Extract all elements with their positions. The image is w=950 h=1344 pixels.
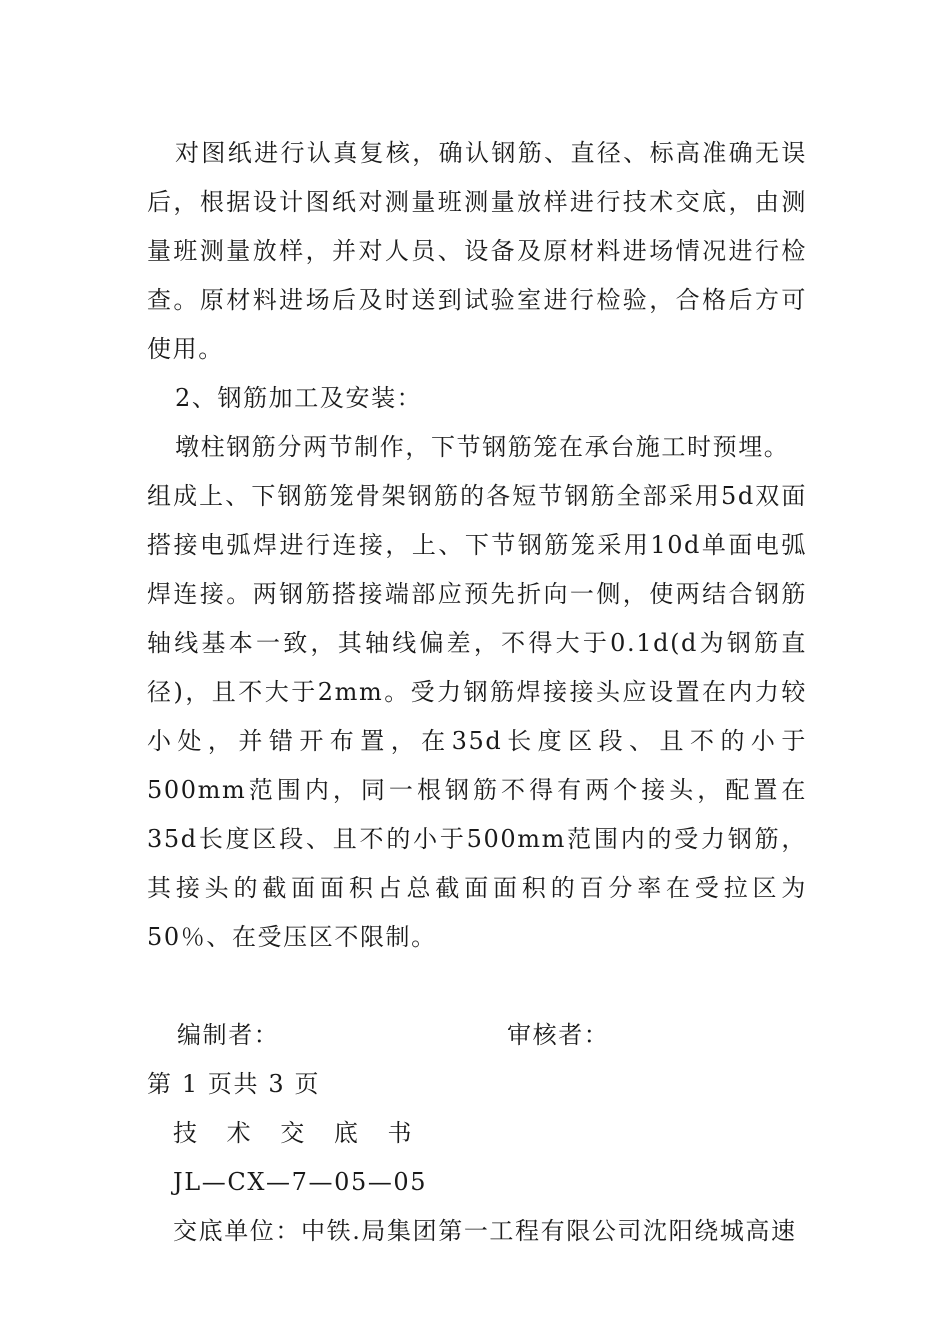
issuing-unit: 交底单位：中铁.局集团第一工程有限公司沈阳绕城高速 — [173, 1217, 797, 1245]
page-number: 第 1 页共 3 页 — [147, 1070, 321, 1098]
signature-row — [147, 1011, 807, 1060]
reviewer-label: 审核者： — [507, 1021, 610, 1049]
spacer — [147, 962, 807, 1011]
paragraph-pier-rebar: 墩柱钢筋分两节制作，下节钢筋笼在承台施工时预埋。 — [175, 433, 790, 461]
paragraph-welding-requirements: 组成上、下钢筋笼骨架钢筋的各短节钢筋全部采用5d双面搭接电弧焊进行连接，上、下节钢筋笼采用10d单面电弧焊连接。两钢筋搭接端部应预先折向一侧，使两结合钢筋轴线基本一致，其轴线偏差，不得大于0.1d(d为钢筋直径)，且不大于2mm。受力钢筋焊接接头应设置在内力较小处，并错开布置，在35d长度区段、且不的小于500mm范围内，同一根钢筋不得有两个接头，配置在35d长度区段、且不的小于500mm范围内的受力钢筋，其接头的截面面积占总截面面积的百分率在受拉区为50％、在受压区不限制。 — [147, 482, 807, 951]
compiler-label: 编制者： — [177, 1021, 280, 1049]
document-code: JL—CX—7—05—05 — [173, 1168, 428, 1196]
document-page — [147, 129, 807, 1256]
section-heading-rebar: 2、钢筋加工及安装： — [175, 384, 423, 412]
document-title: 技 术 交 底 书 — [173, 1119, 423, 1147]
paragraph-review-drawings: 对图纸进行认真复核，确认钢筋、直径、标高准确无误后，根据设计图纸对测量班测量放样进行技术交底，由测量班测量放样，并对人员、设备及原材料进场情况进行检查。原材料进场后及时送到试验室进行检验，合格后方可使用。 — [147, 139, 807, 363]
